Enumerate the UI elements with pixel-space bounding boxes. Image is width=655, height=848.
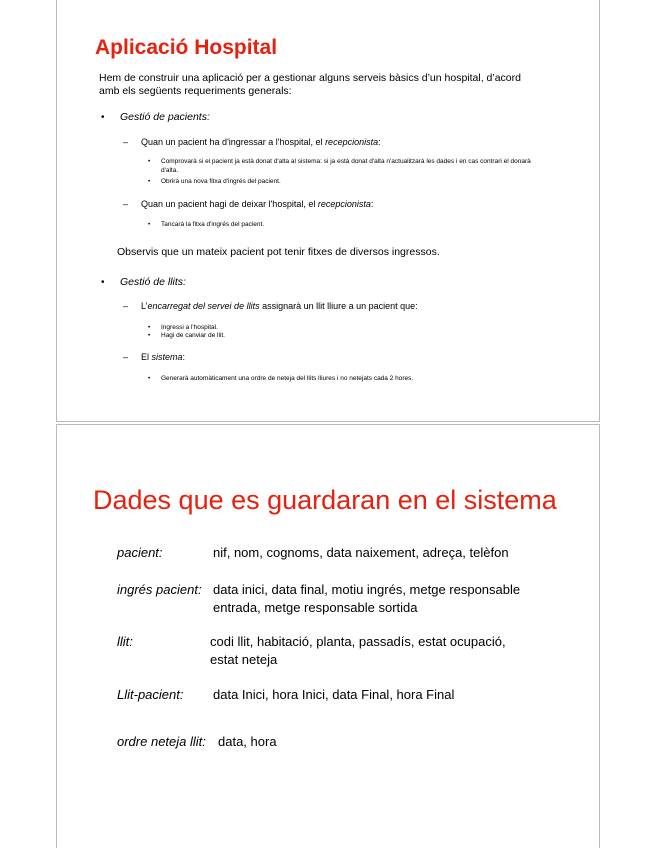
slide-dades-sistema [56,424,600,848]
item-obrir-fitxa: Obrirà una nova fitxa d'ingrés del pacient. [161,178,281,185]
dash: – [123,352,129,362]
field-value-ingres-pacient-cont: entrada, metge responsable sortida [213,600,418,615]
role-recepcionista: recepcionista [325,137,379,147]
dash: – [123,199,129,209]
rule-text: Quan un pacient hagi de deixar l'hospital, el [141,199,318,209]
rule-assignar-llit [141,301,418,311]
field-value-llit-cont: estat neteja [210,652,278,667]
intro-text: Hem de construir una aplicació per a gestionar alguns serveis bàsics d’un hospital, d’acord amb els següents requeriments generals: [99,72,521,97]
item-ordre-neteja: Generarà automàticament una ordre de neteja del llits lliures i no netejats cada 2 hores. [161,375,414,382]
rule-prefix: L’ [141,301,148,311]
rule-text: assignarà un llit lliure a un pacient que: [259,301,418,311]
field-label-ordre-neteja: ordre neteja llit: [117,734,206,749]
field-value-pacient: nif, nom, cognoms, data naixement, adreça, telèfon [213,545,509,560]
role-recepcionista: recepcionista [317,199,371,209]
bullet: • [101,112,105,123]
dash: – [123,301,129,311]
sub-bullet: • [148,375,151,382]
field-label-llit: llit: [117,634,133,649]
rule-ingres [141,137,381,147]
role-encarregat: encarregat del servei de llits [147,301,260,311]
section-label-pacients: Gestió de pacients: [120,111,210,123]
rule-text: Quan un pacient ha d'ingressar a l'hospital, el [141,137,326,147]
rule-tail: : [378,137,381,147]
sub-bullet: • [148,324,151,331]
bullet: • [101,277,105,288]
field-value-llit: codi llit, habitació, planta, passadís, estat ocupació, [210,634,506,649]
section-label-llits: Gestió de llits: [120,276,186,288]
rule-text: El [141,352,152,362]
item-canviar-llit: Hagi de canviar de llit. [161,332,225,339]
sub-bullet: • [148,221,151,228]
field-value-llit-pacient: data Inici, hora Inici, data Final, hora Final [213,687,455,702]
field-label-llit-pacient: Llit-pacient: [117,687,184,702]
rule-sistema [141,352,185,362]
field-value-ingres-pacient: data inici, data final, motiu ingrés, metge responsable [213,582,521,597]
sub-bullet: • [148,158,151,165]
rule-sortida [141,199,373,209]
slide-aplicacio-hospital [56,0,600,422]
field-label-ingres-pacient: ingrés pacient: [117,582,202,597]
item-ingressi: Ingressi a l'hospital. [161,324,218,331]
field-label-pacient: pacient: [117,545,163,560]
role-sistema: sistema [151,352,183,362]
field-value-ordre-neteja: data, hora [218,734,277,749]
sub-bullet: • [148,332,151,339]
item-tancar-fitxa: Tancarà la fitxa d'ingrés del pacient. [161,221,265,228]
rule-tail: : [182,352,186,362]
rule-tail: : [370,199,374,209]
note-text: Observis que un mateix pacient pot tenir fitxes de diversos ingressos. [117,246,440,258]
item-comprovar: Comprovarà si el pacient ja està donat d'alta al sistema: si ja està donat d'alta n'actualitzarà les dades i en cas contrari el donarà d'alta. [161,158,531,174]
slide-title: Dades que es guardaran en el sistema [93,485,557,515]
sub-bullet: • [148,178,151,185]
dash: – [123,137,129,147]
slide-title: Aplicació Hospital [95,36,278,59]
